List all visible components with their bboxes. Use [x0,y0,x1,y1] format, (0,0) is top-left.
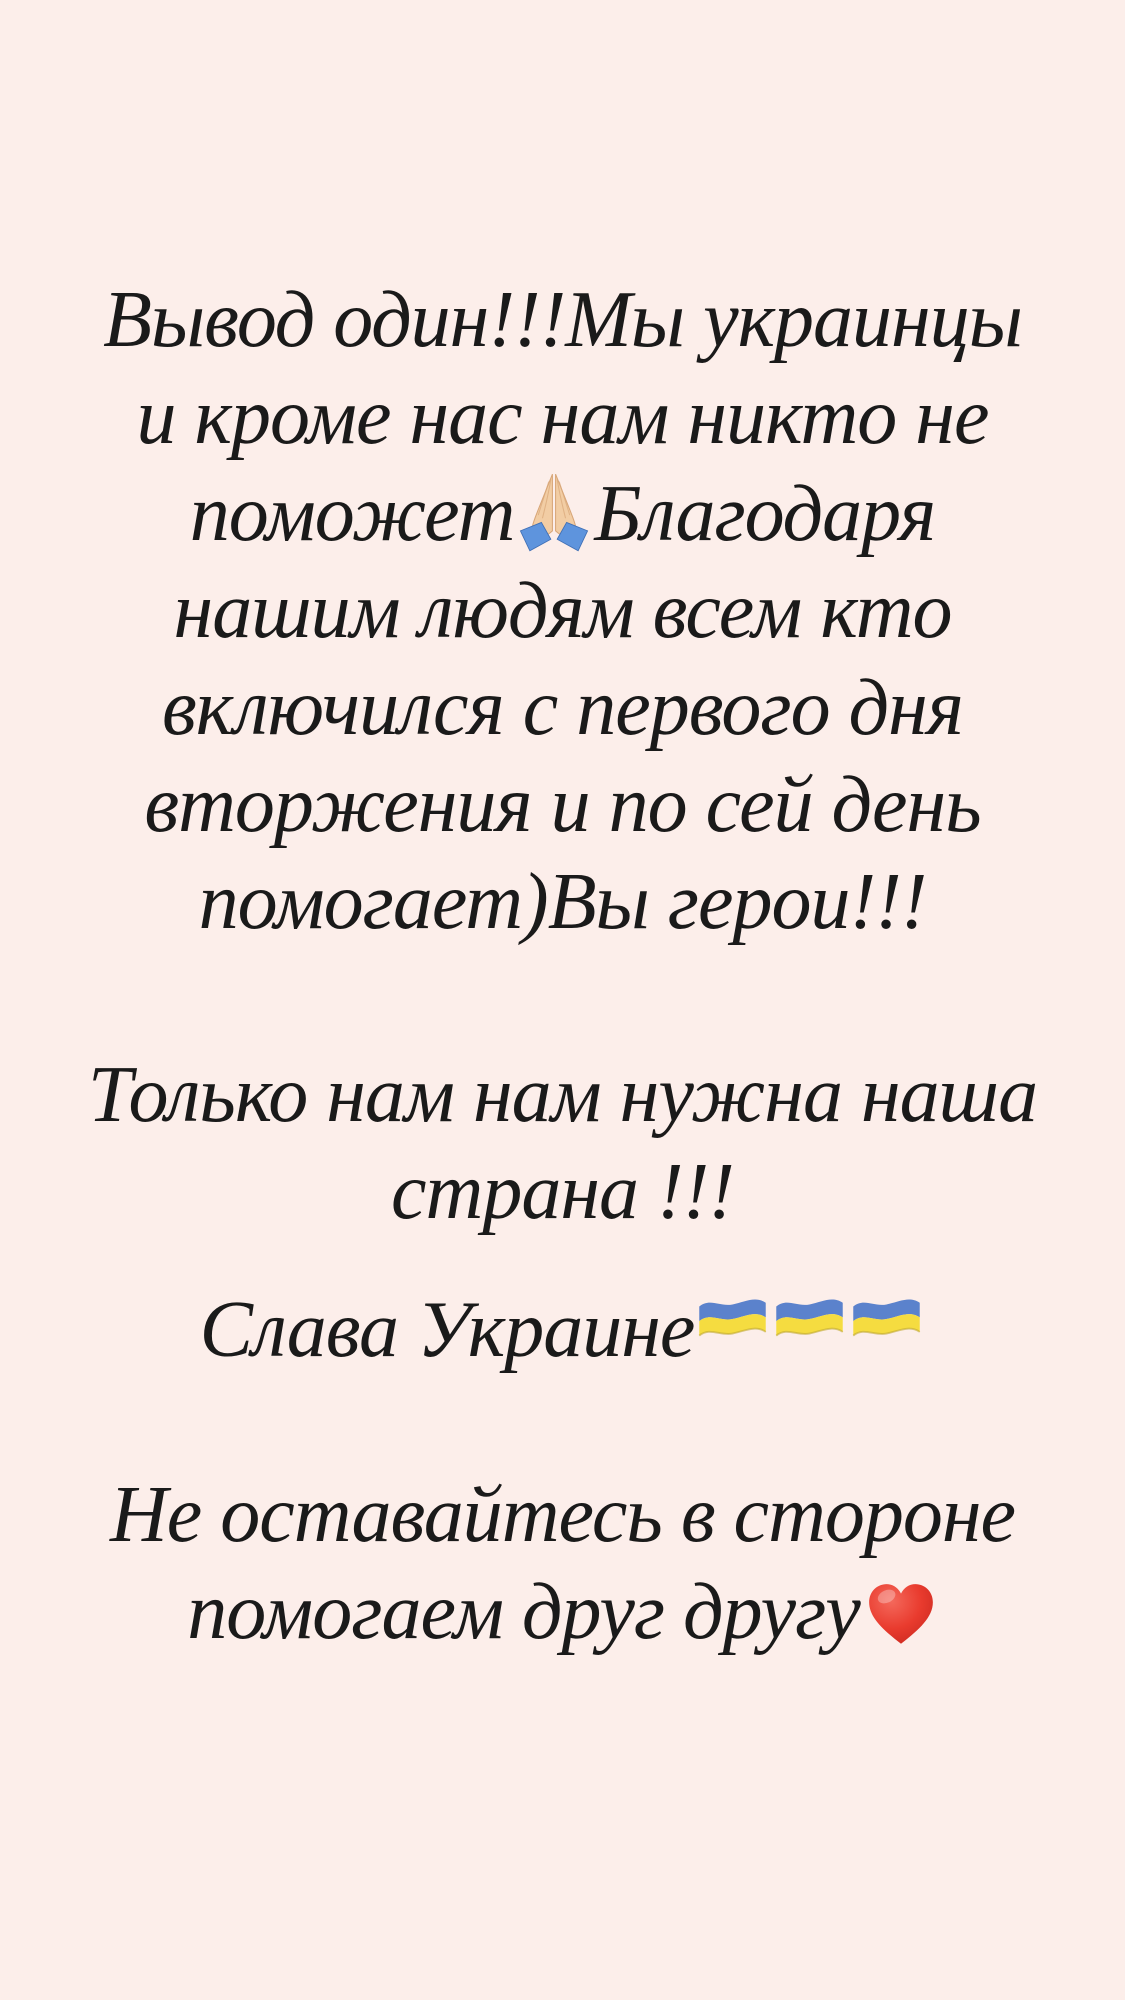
story-line: и кроме нас нам никто не [136,373,989,461]
story-paragraph-4 [0,1467,1125,1661]
story-text: Благодаря [594,470,936,558]
story-line: Только нам нам нужна наша [87,1051,1038,1139]
story-line: страна !!! [391,1148,734,1236]
ukraine-flag-icon [695,1292,770,1346]
red-heart-icon [864,1580,938,1650]
story-line: Не оставайтесь в стороне [109,1471,1016,1559]
story-line-with-emoji [0,1282,1125,1379]
story-text: Слава Украине [199,1286,695,1374]
story-line-with-emoji [0,466,1125,563]
story-text: помогаем друг другу [187,1568,860,1656]
story-paragraph-1 [0,272,1125,951]
story-line: включился с первого дня [162,664,963,752]
ukraine-flag-icon [772,1292,847,1346]
story-line: вторжения и по сей день [144,761,981,849]
story-line: нашим людям всем кто [173,567,952,655]
story-line-with-emoji [0,1564,1125,1661]
story-paragraph-3 [0,1282,1125,1379]
story-text: поможет [189,470,515,558]
ukraine-flag-icon [849,1292,924,1346]
story-line: помогает)Вы герои!!! [198,858,927,946]
story-paragraph-2 [0,1047,1125,1241]
folded-hands-icon [516,471,592,555]
story-line: Вывод один!!!Мы украинцы [103,276,1022,364]
